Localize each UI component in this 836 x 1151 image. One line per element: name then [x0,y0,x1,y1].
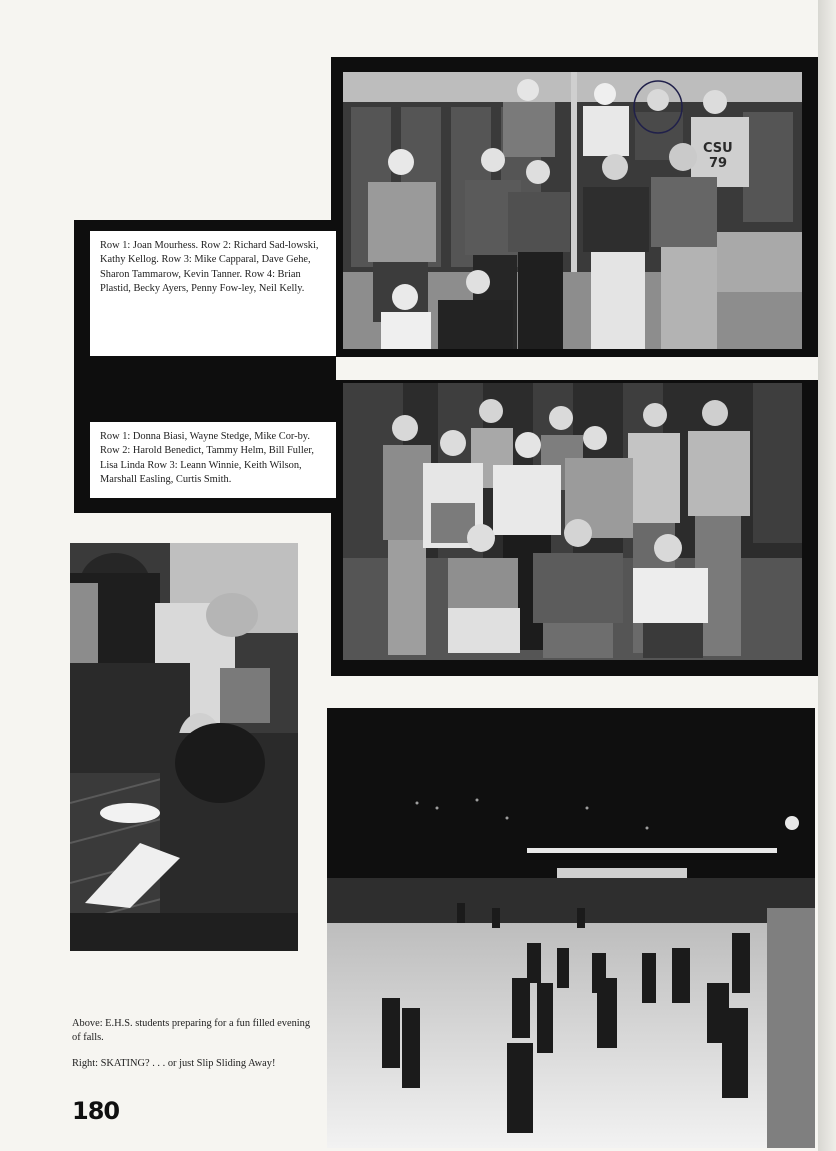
shirt-text-79: 79 [709,156,728,171]
group-photo-2-caption [90,422,336,498]
caption-right: Right: SKATING? . . . or just Slip Sliding Away! [72,1058,276,1069]
group-photo-1-caption [90,231,336,357]
frame-gap [336,357,818,380]
caption-above: Above: E.H.S. students preparing for a fun filled evening of falls. [72,1018,311,1043]
group-photo-2 [343,383,802,660]
group-photo-2-caption-text: Row 1: Donna Biasi, Wayne Stedge, Mike Cor-by. Row 2: Harold Benedict, Tammy Helm, Bill Fuller, Lisa Linda Row 3: Leann Winnie, Keith Wilson, Marshall Easling, Curtis Smith. [100,431,314,486]
shirt-text-csu: CSU [703,141,733,156]
ice-rink-photo [327,708,815,1148]
group-photo-1-caption-text: Row 1: Joan Mourhess. Row 2: Richard Sad-lowski, Kathy Kellog. Row 3: Mike Capparal, Dave Gehe, Sharon Tammarow, Kevin Tanner. Row 4: Brian Plastid, Becky Ayers, Penny Fow-ley, Neil Kelly. [100,240,319,295]
page-number: 180 [72,1097,120,1125]
skating-captions [72,1017,312,1077]
page-edge [818,0,836,1151]
group-photo-1 [343,72,802,349]
skates-photo [70,543,298,951]
